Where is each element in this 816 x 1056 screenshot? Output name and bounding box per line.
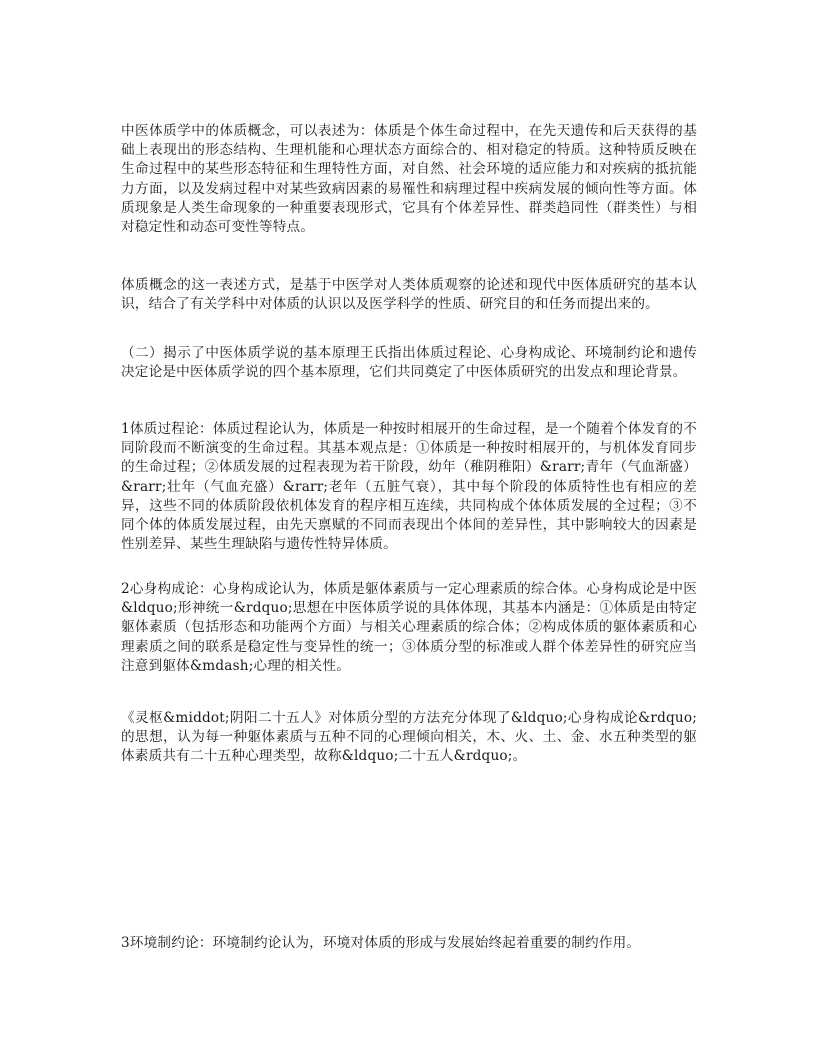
paragraph-mind-body-theory: 2心身构成论：心身构成论认为，体质是躯体素质与一定心理素质的综合体。心身构成论是中医&ldquo;形神统一&rdquo;思想在中医体质学说的具体体现，其基本内涵是：①体质是由特定躯体素质（包括形态和功能两个方面）与相关心理素质的综合体；②构成体质的躯体素质和心理素质之间的联系是稳定性与变异性的统一；③体质分型的标准或人群个体差异性的研究应当注意到躯体&mdash;心理的相关性。: [121, 581, 697, 674]
paragraph-constitution-concept: 中医体质学中的体质概念，可以表述为：体质是个体生命过程中，在先天遗传和后天获得的基础上表现出的形态结构、生理机能和心理状态方面综合的、相对稳定的特质。这种特质反映在生命过程中的某些形态特征和生理特性方面，对自然、社会环境的适应能力和对疾病的抵抗能力方面，以及发病过程中对某些致病因素的易罹性和病理过程中疾病发展的倾向性等方面。体质现象是人类生命现象的一种重要表现形式，它具有个体差异性、群类趋同性（群类性）与相对稳定性和动态可变性等特点。: [121, 123, 697, 236]
paragraph-basic-principles: （二）揭示了中医体质学说的基本原理王氏指出体质过程论、心身构成论、环境制约论和遗传决定论是中医体质学说的四个基本原理，它们共同奠定了中医体质研究的出发点和理论背景。: [121, 345, 697, 381]
paragraph-process-theory: 1体质过程论：体质过程论认为，体质是一种按时相展开的生命过程，是一个随着个体发育的不同阶段而不断演变的生命过程。其基本观点是：①体质是一种按时相展开的，与机体发育同步的生命过程；②体质发展的过程表现为若干阶段，幼年（稚阴稚阳）&rarr;青年（气血渐盛）&rarr;壮年（气血充盛）&rarr;老年（五脏气衰），其中每个阶段的体质特性也有相应的差异，这些不同的体质阶段依机体发育的程序相互连续，共同构成个体体质发展的全过程；③不同个体的体质发展过程，由先天禀赋的不同而表现出个体间的差异性，其中影响较大的因素是性别差异、某些生理缺陷与遗传性特异体质。: [121, 421, 697, 553]
paragraph-environment-theory: 3环境制约论：环境制约论认为，环境对体质的形成与发展始终起着重要的制约作用。: [121, 935, 641, 951]
paragraph-lingshu-25-types: 《灵枢&middot;阴阳二十五人》对体质分型的方法充分体现了&ldquo;心身构成论&rdquo;的思想，认为每一种躯体素质与五种不同的心理倾向相关，木、火、土、金、水五种类型的躯体素质共有二十五种心理类型，故称&ldquo;二十五人&rdquo;。: [121, 710, 697, 765]
paragraph-concept-basis: 体质概念的这一表述方式，是基于中医学对人类体质观察的论述和现代中医体质研究的基本认识，结合了有关学科中对体质的认识以及医学科学的性质、研究目的和任务而提出来的。: [121, 277, 697, 313]
